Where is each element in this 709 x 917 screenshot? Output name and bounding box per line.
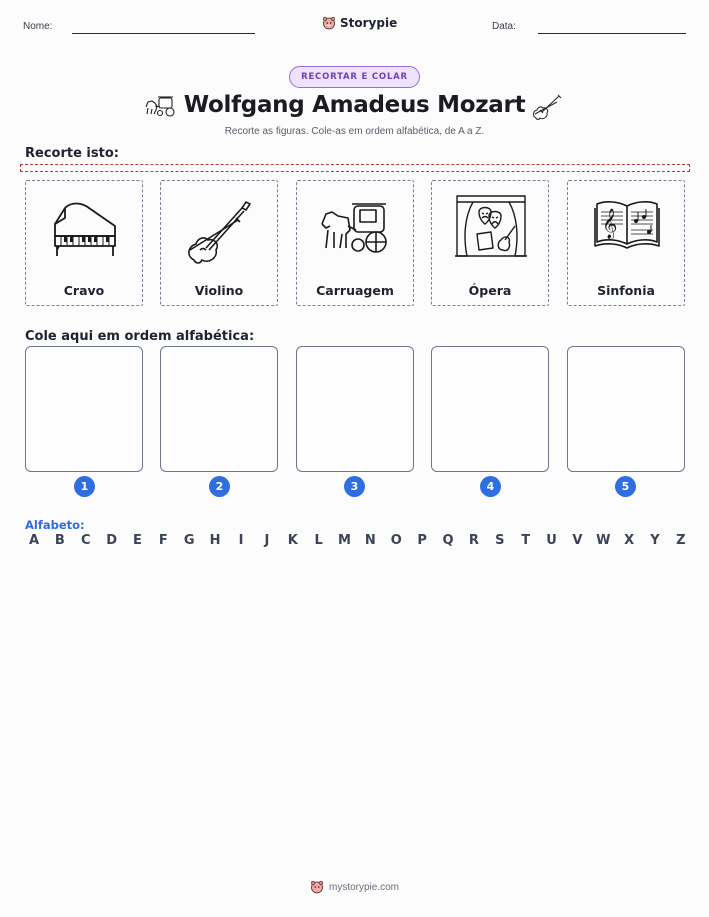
instructions: Recorte as figuras. Cole-as em ordem alfabética, de A a Z.	[224, 126, 485, 137]
number-badge-4: 4	[480, 476, 501, 497]
alphabet-letter: G	[183, 533, 195, 548]
footer	[0, 880, 709, 894]
alphabet-letter: M	[338, 533, 351, 548]
alphabet-letter: Z	[676, 533, 686, 548]
card-label: Cravo	[63, 283, 105, 298]
cut-card-sinfonia[interactable]	[567, 180, 685, 306]
violin-icon	[530, 92, 564, 122]
number-badge-1: 1	[74, 476, 95, 497]
alphabet-row	[25, 533, 690, 548]
activity-badge: RECORTAR E COLAR	[289, 66, 420, 88]
alphabet-letter: C	[80, 533, 91, 548]
alphabet-letter: U	[546, 533, 557, 548]
alphabet-letter: O	[390, 533, 402, 548]
alphabet-letter: A	[28, 533, 40, 548]
card-label: Sinfonia	[597, 283, 655, 298]
alphabet-letter: K	[287, 533, 298, 548]
card-label: Ópera	[468, 283, 512, 298]
paste-box-2[interactable]	[160, 346, 278, 472]
alphabet-letter: N	[364, 533, 376, 548]
storypie-mascot-icon	[310, 880, 324, 894]
paste-box-5[interactable]	[567, 346, 685, 472]
alphabet-letter: X	[624, 533, 635, 548]
number-badge-5: 5	[615, 476, 636, 497]
paste-box-3[interactable]	[296, 346, 414, 472]
paste-heading: Cole aqui em ordem alfabética:	[25, 329, 255, 344]
svg-text:𝄞: 𝄞	[602, 209, 618, 239]
alphabet-letter: D	[106, 533, 118, 548]
alphabet-letter: J	[264, 533, 270, 548]
alphabet-letter: W	[596, 533, 611, 548]
alphabet-letter: F	[158, 533, 168, 548]
opera-icon	[451, 190, 531, 270]
name-label: Nome:	[23, 21, 53, 32]
number-badge-2: 2	[209, 476, 230, 497]
alphabet-letter: V	[572, 533, 583, 548]
alphabet-letter: P	[417, 533, 427, 548]
cut-card-carruagem[interactable]	[296, 180, 414, 306]
number-badge-3: 3	[344, 476, 365, 497]
storypie-logo	[322, 13, 397, 33]
page-title: Wolfgang Amadeus Mozart	[183, 92, 526, 118]
alphabet-letter: B	[54, 533, 65, 548]
harpsichord-icon	[45, 190, 125, 270]
carriage-icon	[316, 190, 396, 270]
cut-card-cravo[interactable]	[25, 180, 143, 306]
alphabet-letter: Y	[650, 533, 660, 548]
card-label: Carruagem	[316, 283, 394, 298]
alphabet-letter: T	[521, 533, 531, 548]
alphabet-letter: R	[468, 533, 479, 548]
alphabet-letter: S	[495, 533, 505, 548]
alphabet-letter: Q	[442, 533, 454, 548]
symphony-icon	[587, 190, 667, 270]
alphabet-letter: E	[133, 533, 142, 548]
paste-box-4[interactable]	[431, 346, 549, 472]
footer-link[interactable]: mystorypie.com	[328, 881, 399, 893]
alphabet-letter: H	[209, 533, 221, 548]
paste-box-1[interactable]	[25, 346, 143, 472]
cut-card-violino[interactable]	[160, 180, 278, 306]
violin-icon	[180, 190, 260, 270]
date-line	[538, 33, 686, 34]
cut-line	[20, 164, 690, 172]
alphabet-letter: I	[238, 533, 244, 548]
logo-text: Storypie	[340, 16, 398, 30]
alphabet-letter: L	[314, 533, 323, 548]
card-label: Violino	[194, 283, 244, 298]
cut-card-opera[interactable]	[431, 180, 549, 306]
name-line	[72, 33, 255, 34]
alphabet-heading: Alfabeto:	[25, 518, 85, 532]
date-label: Data:	[492, 21, 516, 32]
cut-heading: Recorte isto:	[25, 146, 119, 161]
storypie-mascot-icon	[322, 16, 336, 30]
